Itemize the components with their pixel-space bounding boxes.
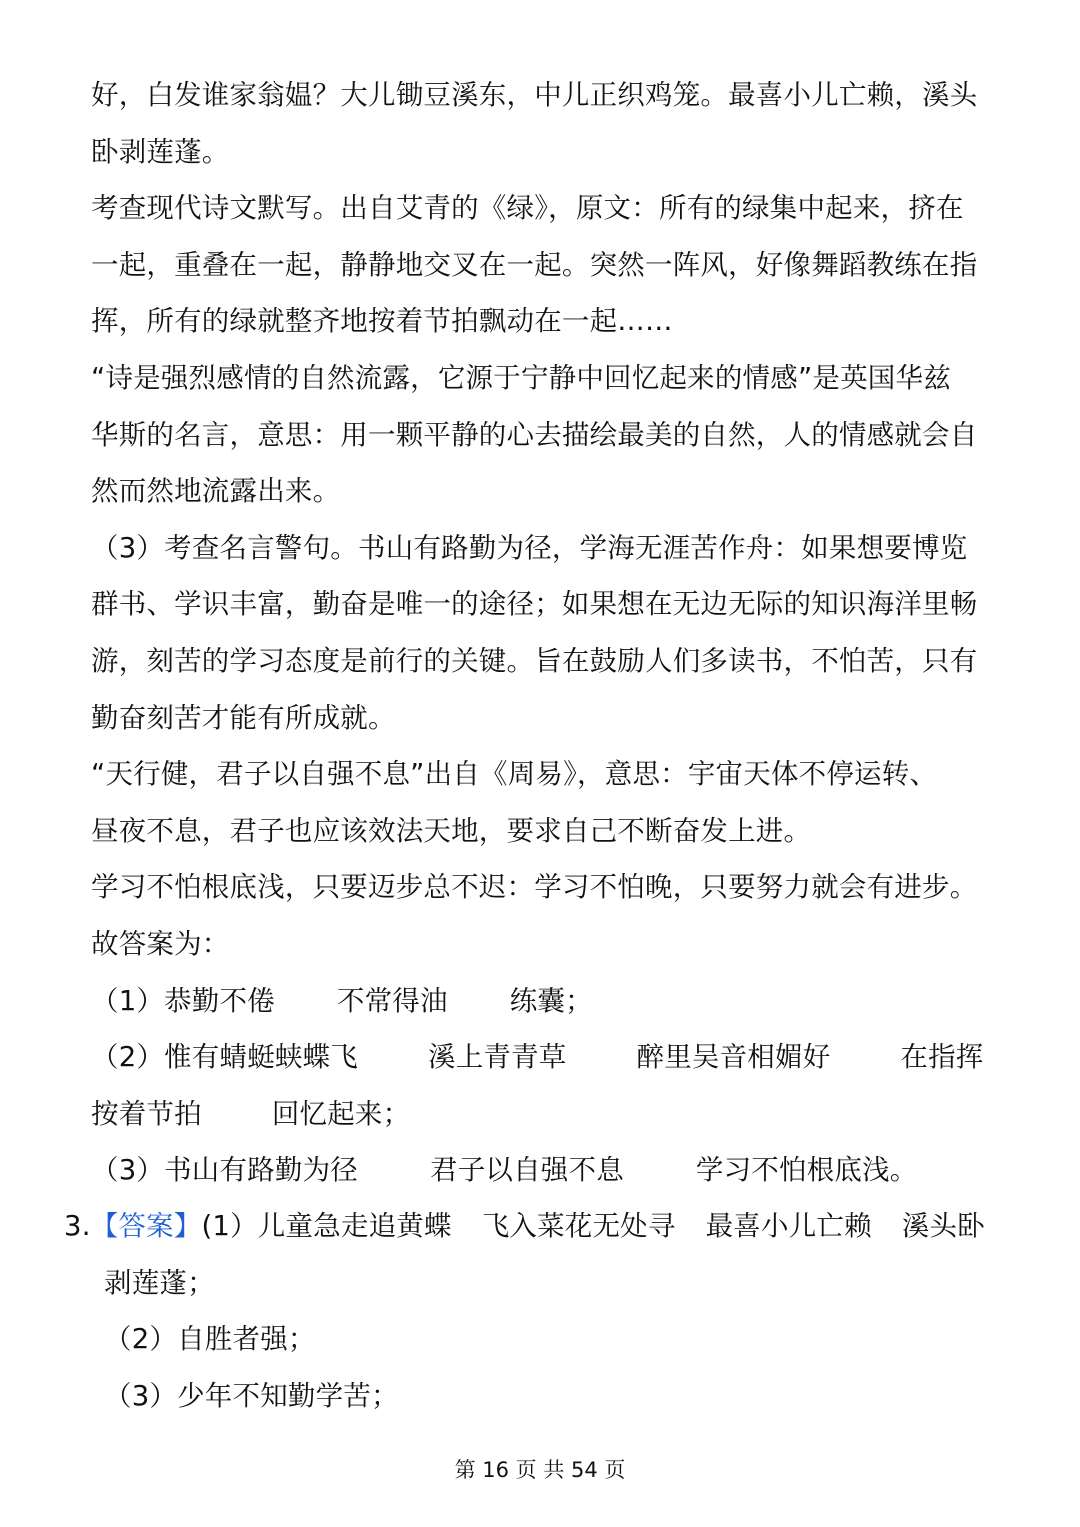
text-line: 群书、学识丰富，勤奋是唯一的途径；如果想在无边无际的知识海洋里畅 [91, 588, 978, 621]
body-text [91, 67, 1021, 1199]
text-line: 然而然地流露出来。 [91, 475, 341, 508]
page-footer: 第 16 页 共 54 页 [454, 1458, 626, 1482]
text-line: 一起，重叠在一起，静静地交叉在一起。突然一阵风，好像舞蹈教练在指 [91, 248, 978, 281]
text-line: 挥，所有的绿就整齐地按着节拍飘动在一起…… [91, 305, 673, 338]
answer-segment: 在指挥 [900, 1041, 984, 1074]
question-3-answer [64, 1198, 1024, 1424]
answer-segment: 最喜小儿亡赖 [705, 1210, 872, 1242]
answer-segment: 溪头卧 [901, 1210, 985, 1242]
text-line: 卧剥莲蓬。 [91, 135, 230, 168]
text-line: 勤奋刻苦才能有所成就。 [91, 701, 396, 734]
text-line: （3）少年不知勤学苦； [104, 1379, 399, 1412]
text-line: 华斯的名言，意思：用一颗平静的心去描绘最美的自然，人的情感就会自 [91, 418, 978, 451]
answer-line-2-cont [91, 1086, 1021, 1143]
text-line: 游，刻苦的学习态度是前行的关键。旨在鼓励人们多读书，不怕苦，只有 [91, 644, 978, 677]
answer-segment: 飞入菜花无处寻 [481, 1210, 676, 1242]
answer-segment: （1）恭勤不倦 [91, 984, 275, 1017]
answer-segment: 溪上青青草 [428, 1041, 567, 1074]
text-line: 学习不怕根底浅，只要迈步总不迟：学习不怕晚，只要努力就会有进步。 [91, 871, 978, 904]
answer-segment: 君子以自强不息 [430, 1154, 624, 1187]
answer-segment: 回忆起来； [271, 1097, 411, 1130]
answer-tag: 【答案】 [90, 1210, 202, 1242]
answer-segment: （2）惟有蜻蜓蛱蝶飞 [91, 1041, 358, 1074]
text-line: 昼夜不息，君子也应该效法天地，要求自己不断奋发上进。 [91, 814, 812, 847]
question-3-line-1 [64, 1198, 1024, 1255]
answer-segment: 练囊； [509, 984, 593, 1017]
answer-segment: 学习不怕根底浅。 [695, 1154, 918, 1187]
answer-segment: 按着节拍 [91, 1097, 202, 1130]
question-number: 3. [64, 1210, 91, 1242]
text-line: 好，白发谁家翁媪？大儿锄豆溪东，中儿正织鸡笼。最喜小儿亡赖，溪头 [91, 79, 978, 111]
text-line: （3）考查名言警句。书山有路勤为径，学海无涯苦作舟：如果想要博览 [91, 531, 968, 564]
text-line: “天行健，君子以自强不息”出自《周易》，意思：宇宙天体不停运转、 [91, 758, 938, 791]
text-line: 故答案为： [91, 927, 230, 960]
text-line: “诗是强烈感情的自然流露，它源于宁静中回忆起来的情感”是英国华兹 [91, 361, 951, 394]
text-line: 剥莲蓬； [104, 1266, 215, 1299]
answer-line-2 [91, 1029, 1021, 1086]
answer-segment: (1）儿童急走追黄蝶 [201, 1210, 452, 1242]
answer-line-3 [91, 1142, 1021, 1199]
answer-segment: 醉里吴音相媚好 [636, 1041, 831, 1074]
answer-segment: 不常得油 [336, 984, 448, 1017]
answer-segment: （3）书山有路勤为径 [91, 1154, 358, 1187]
answer-line-1 [91, 973, 1021, 1030]
text-line: （2）自胜者强； [104, 1323, 316, 1356]
text-line: 考查现代诗文默写。出自艾青的《绿》，原文：所有的绿集中起来，挤在 [91, 192, 964, 225]
